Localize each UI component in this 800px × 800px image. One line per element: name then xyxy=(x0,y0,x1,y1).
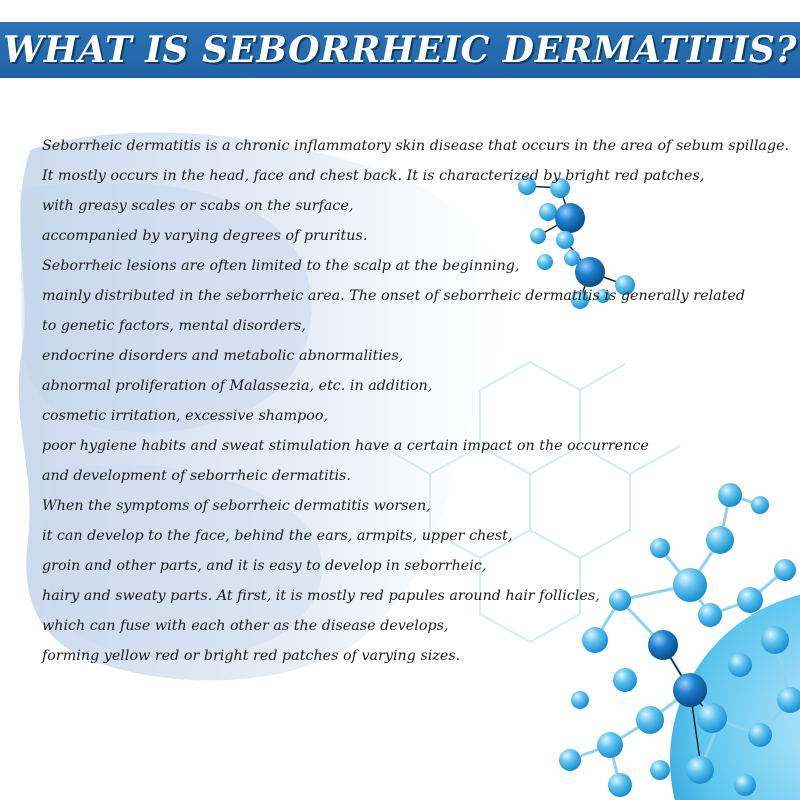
text-line: accompanied by varying degrees of pruritus. xyxy=(42,228,368,244)
text-line: to genetic factors, mental disorders, xyxy=(42,318,306,334)
text-line: Seborrheic dermatitis is a chronic inflammatory skin disease that occurs in the area of sebum spillage. xyxy=(42,138,790,154)
text-line: cosmetic irritation, excessive shampoo, xyxy=(42,408,329,424)
text-line: It mostly occurs in the head, face and chest back. It is characterized by bright red patches, xyxy=(42,168,705,184)
text-line: and development of seborrheic dermatitis. xyxy=(42,468,351,484)
text-line: abnormal proliferation of Malassezia, etc. in addition, xyxy=(42,378,433,394)
text-line: poor hygiene habits and sweat stimulation have a certain impact on the occurrence xyxy=(42,438,649,454)
text-line: groin and other parts, and it is easy to develop in seborrheic, xyxy=(42,558,487,574)
description-text xyxy=(42,131,790,671)
text-line: hairy and sweaty parts. At first, it is mostly red papules around hair follicles, xyxy=(42,588,600,604)
title-banner xyxy=(0,22,800,78)
text-line: endocrine disorders and metabolic abnormalities, xyxy=(42,348,404,364)
text-line: with greasy scales or scabs on the surface, xyxy=(42,198,354,214)
text-line: forming yellow red or bright red patches of varying sizes. xyxy=(42,648,461,664)
text-line: When the symptoms of seborrheic dermatitis worsen, xyxy=(42,498,431,514)
text-line: it can develop to the face, behind the ears, armpits, upper chest, xyxy=(42,528,513,544)
text-line: Seborrheic lesions are often limited to the scalp at the beginning, xyxy=(42,258,520,274)
page-title: WHAT IS SEBORRHEIC DERMATITIS? xyxy=(2,29,798,71)
text-line: mainly distributed in the seborrheic area. The onset of seborrheic dermatitis is generally related xyxy=(42,288,746,304)
text-line: which can fuse with each other as the disease develops, xyxy=(42,618,449,634)
